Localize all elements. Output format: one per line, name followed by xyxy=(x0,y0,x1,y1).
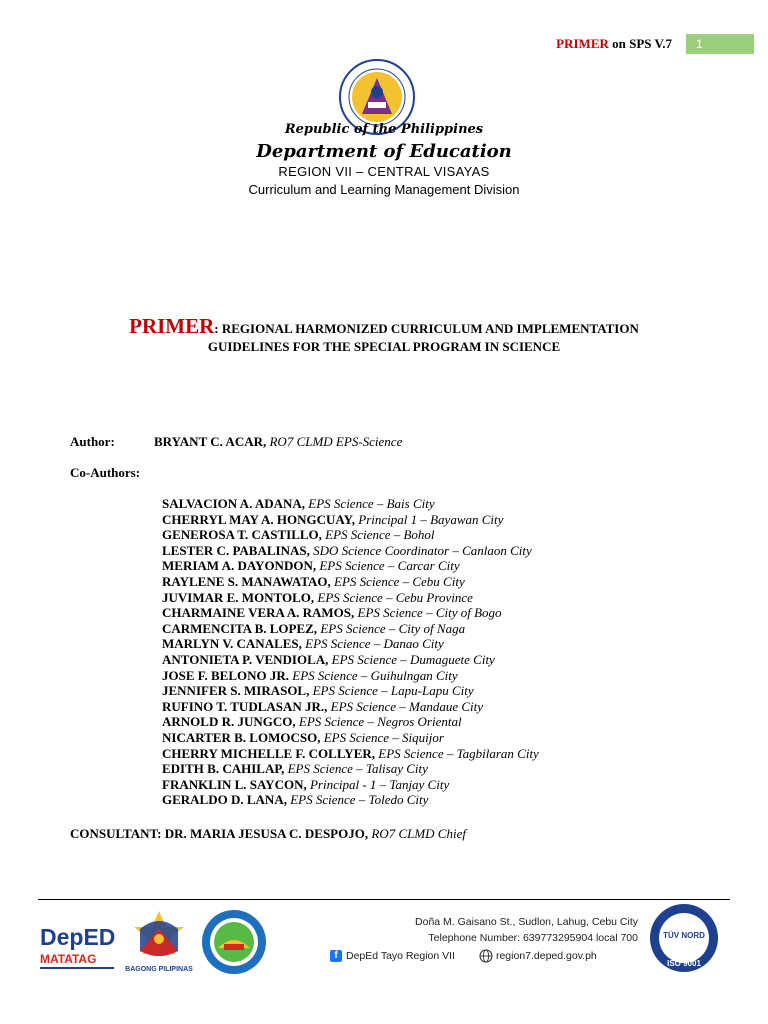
coauthor-name: ARNOLD R. JUNGCO, xyxy=(162,714,296,730)
author-line xyxy=(70,434,402,450)
coauthors-label: Co-Authors: xyxy=(70,465,141,480)
region-name: REGION VII – CENTRAL VISAYAS xyxy=(278,164,490,179)
coauthor-role: EPS Science – Guihulngan City xyxy=(289,667,458,683)
coauthor-role: EPS Science – Siquijor xyxy=(320,729,444,745)
header-primer: PRIMER xyxy=(556,36,609,51)
coauthor-name: JOSE F. BELONO JR. xyxy=(162,667,290,683)
coauthor-role: Principal 1 – Bayawan City xyxy=(355,511,504,527)
document-title-line2: GUIDELINES FOR THE SPECIAL PROGRAM IN SCIENCE xyxy=(207,339,561,354)
coauthor-name: CHERRYL MAY A. HONGCUAY, xyxy=(162,511,356,527)
author-role: RO7 CLMD EPS-Science xyxy=(266,434,403,449)
department-name: Department of Education xyxy=(256,141,512,162)
list-item xyxy=(162,574,539,590)
address-line: Doña M. Gaisano St., Sudlon, Lahug, Cebu City xyxy=(415,916,638,928)
list-item xyxy=(162,512,539,528)
coauthor-role: EPS Science – Negros Oriental xyxy=(295,714,462,730)
coauthor-role: EPS Science – Mandaue City xyxy=(327,698,484,714)
coauthor-name: FRANKLIN L. SAYCON, xyxy=(162,776,307,792)
list-item xyxy=(162,590,539,606)
division-name: Curriculum and Learning Management Division xyxy=(248,182,520,197)
consultant-name: DR. MARIA JESUSA C. DESPOJO, xyxy=(161,826,369,841)
coauthor-role: EPS Science – Bais City xyxy=(305,496,435,511)
coauthor-name: CHERRY MICHELLE F. COLLYER, xyxy=(162,745,376,761)
list-item xyxy=(162,683,539,699)
author-label: Author: xyxy=(70,434,115,449)
coauthor-name: RUFINO T. TUDLASAN JR., xyxy=(162,698,328,714)
coauthor-role: EPS Science – Danao City xyxy=(301,636,444,652)
coauthor-name: MARLYN V. CANALES, xyxy=(162,636,302,652)
list-item xyxy=(162,777,539,793)
consultant-line xyxy=(70,826,466,842)
document-title-line1 xyxy=(0,314,768,339)
coauthor-role: EPS Science – Talisay City xyxy=(284,761,428,777)
coauthor-role: EPS Science – Toledo City xyxy=(286,792,429,808)
list-item xyxy=(162,621,539,637)
list-item xyxy=(162,792,539,808)
coauthor-name: MERIAM A. DAYONDON, xyxy=(162,558,317,574)
matatag-wordmark: MATATAG xyxy=(40,952,97,966)
header-rest: on SPS V.7 xyxy=(608,36,672,51)
list-item xyxy=(162,746,539,762)
coauthor-role: EPS Science – Cebu City xyxy=(330,573,465,589)
list-item xyxy=(162,714,539,730)
list-item xyxy=(162,527,539,543)
tuv-nord-iso-logo xyxy=(648,902,720,974)
coauthor-name: GENEROSA T. CASTILLO, xyxy=(162,527,322,543)
coauthor-name: JUVIMAR E. MONTOLO, xyxy=(162,589,315,605)
globe-icon xyxy=(479,949,493,963)
coauthor-list xyxy=(162,496,539,808)
coauthor-name: EDITH B. CAHILAP, xyxy=(162,761,285,777)
coauthor-role: SDO Science Coordinator – Canlaon City xyxy=(309,542,532,558)
coauthor-role: EPS Science – Lapu-Lapu City xyxy=(309,683,474,699)
coauthor-name: CHARMAINE VERA A. RAMOS, xyxy=(162,605,355,621)
republic-line: Republic of the Philippines xyxy=(284,122,484,137)
list-item xyxy=(162,558,539,574)
author-name: BRYANT C. ACAR, xyxy=(154,434,267,449)
coauthor-role: EPS Science – Tagbilaran City xyxy=(375,745,539,761)
iso-label: ISO 9001 xyxy=(667,959,701,968)
coauthor-role: EPS Science – Carcar City xyxy=(316,558,460,574)
facebook-link[interactable]: DepEd Tayo Region VII xyxy=(346,950,455,962)
list-item xyxy=(162,543,539,559)
coauthor-name: ANTONIETA P. VENDIOLA, xyxy=(162,651,329,667)
page-number: 1 xyxy=(686,34,754,54)
coauthor-role: EPS Science – Dumaguete City xyxy=(328,651,495,667)
list-item xyxy=(162,668,539,684)
title-line1-rest: : REGIONAL HARMONIZED CURRICULUM AND IMPLEMENTATION xyxy=(214,321,639,336)
consultant-role: RO7 CLMD Chief xyxy=(368,826,466,841)
region-vii-seal xyxy=(200,908,268,976)
coauthor-role: EPS Science – Cebu Province xyxy=(314,589,473,605)
bagong-pilipinas-text: BAGONG PILIPINAS xyxy=(125,966,193,973)
list-item xyxy=(162,605,539,621)
coauthor-name: GERALDO D. LANA, xyxy=(162,792,287,808)
running-header xyxy=(556,36,672,52)
coauthor-role: EPS Science – City of Naga xyxy=(317,620,466,636)
list-item xyxy=(162,699,539,715)
coauthor-name: JENNIFER S. MIRASOL, xyxy=(162,683,310,699)
consultant-label: CONSULTANT: xyxy=(70,826,162,841)
list-item xyxy=(162,496,539,512)
coauthor-name: CARMENCITA B. LOPEZ, xyxy=(162,620,318,636)
list-item xyxy=(162,652,539,668)
coauthor-name: SALVACION A. ADANA, xyxy=(162,496,306,511)
coauthor-name: LESTER C. PABALINAS, xyxy=(162,542,310,558)
coauthor-role: EPS Science – Bohol xyxy=(321,527,435,543)
coauthor-name: RAYLENE S. MANAWATAO, xyxy=(162,573,331,589)
coauthor-role: Principal - 1 – Tanjay City xyxy=(306,776,450,792)
list-item xyxy=(162,761,539,777)
coauthor-role: EPS Science – City of Bogo xyxy=(354,605,502,621)
deped-wordmark: DepED xyxy=(40,924,116,950)
coauthor-name: NICARTER B. LOMOCSO, xyxy=(162,729,321,745)
title-primer: PRIMER xyxy=(129,314,215,338)
bagong-pilipinas-logo xyxy=(120,907,198,977)
contact-row xyxy=(330,949,597,963)
telephone-line: Telephone Number: 639773295904 local 700 xyxy=(428,932,638,944)
website-link[interactable]: region7.deped.gov.ph xyxy=(495,950,597,962)
tuv-brand: TÜV NORD xyxy=(663,931,705,940)
deped-matatag-logo xyxy=(38,915,116,975)
footer-address xyxy=(415,914,638,946)
list-item xyxy=(162,636,539,652)
facebook-icon: f xyxy=(330,950,342,962)
footer-divider xyxy=(38,899,730,900)
list-item xyxy=(162,730,539,746)
